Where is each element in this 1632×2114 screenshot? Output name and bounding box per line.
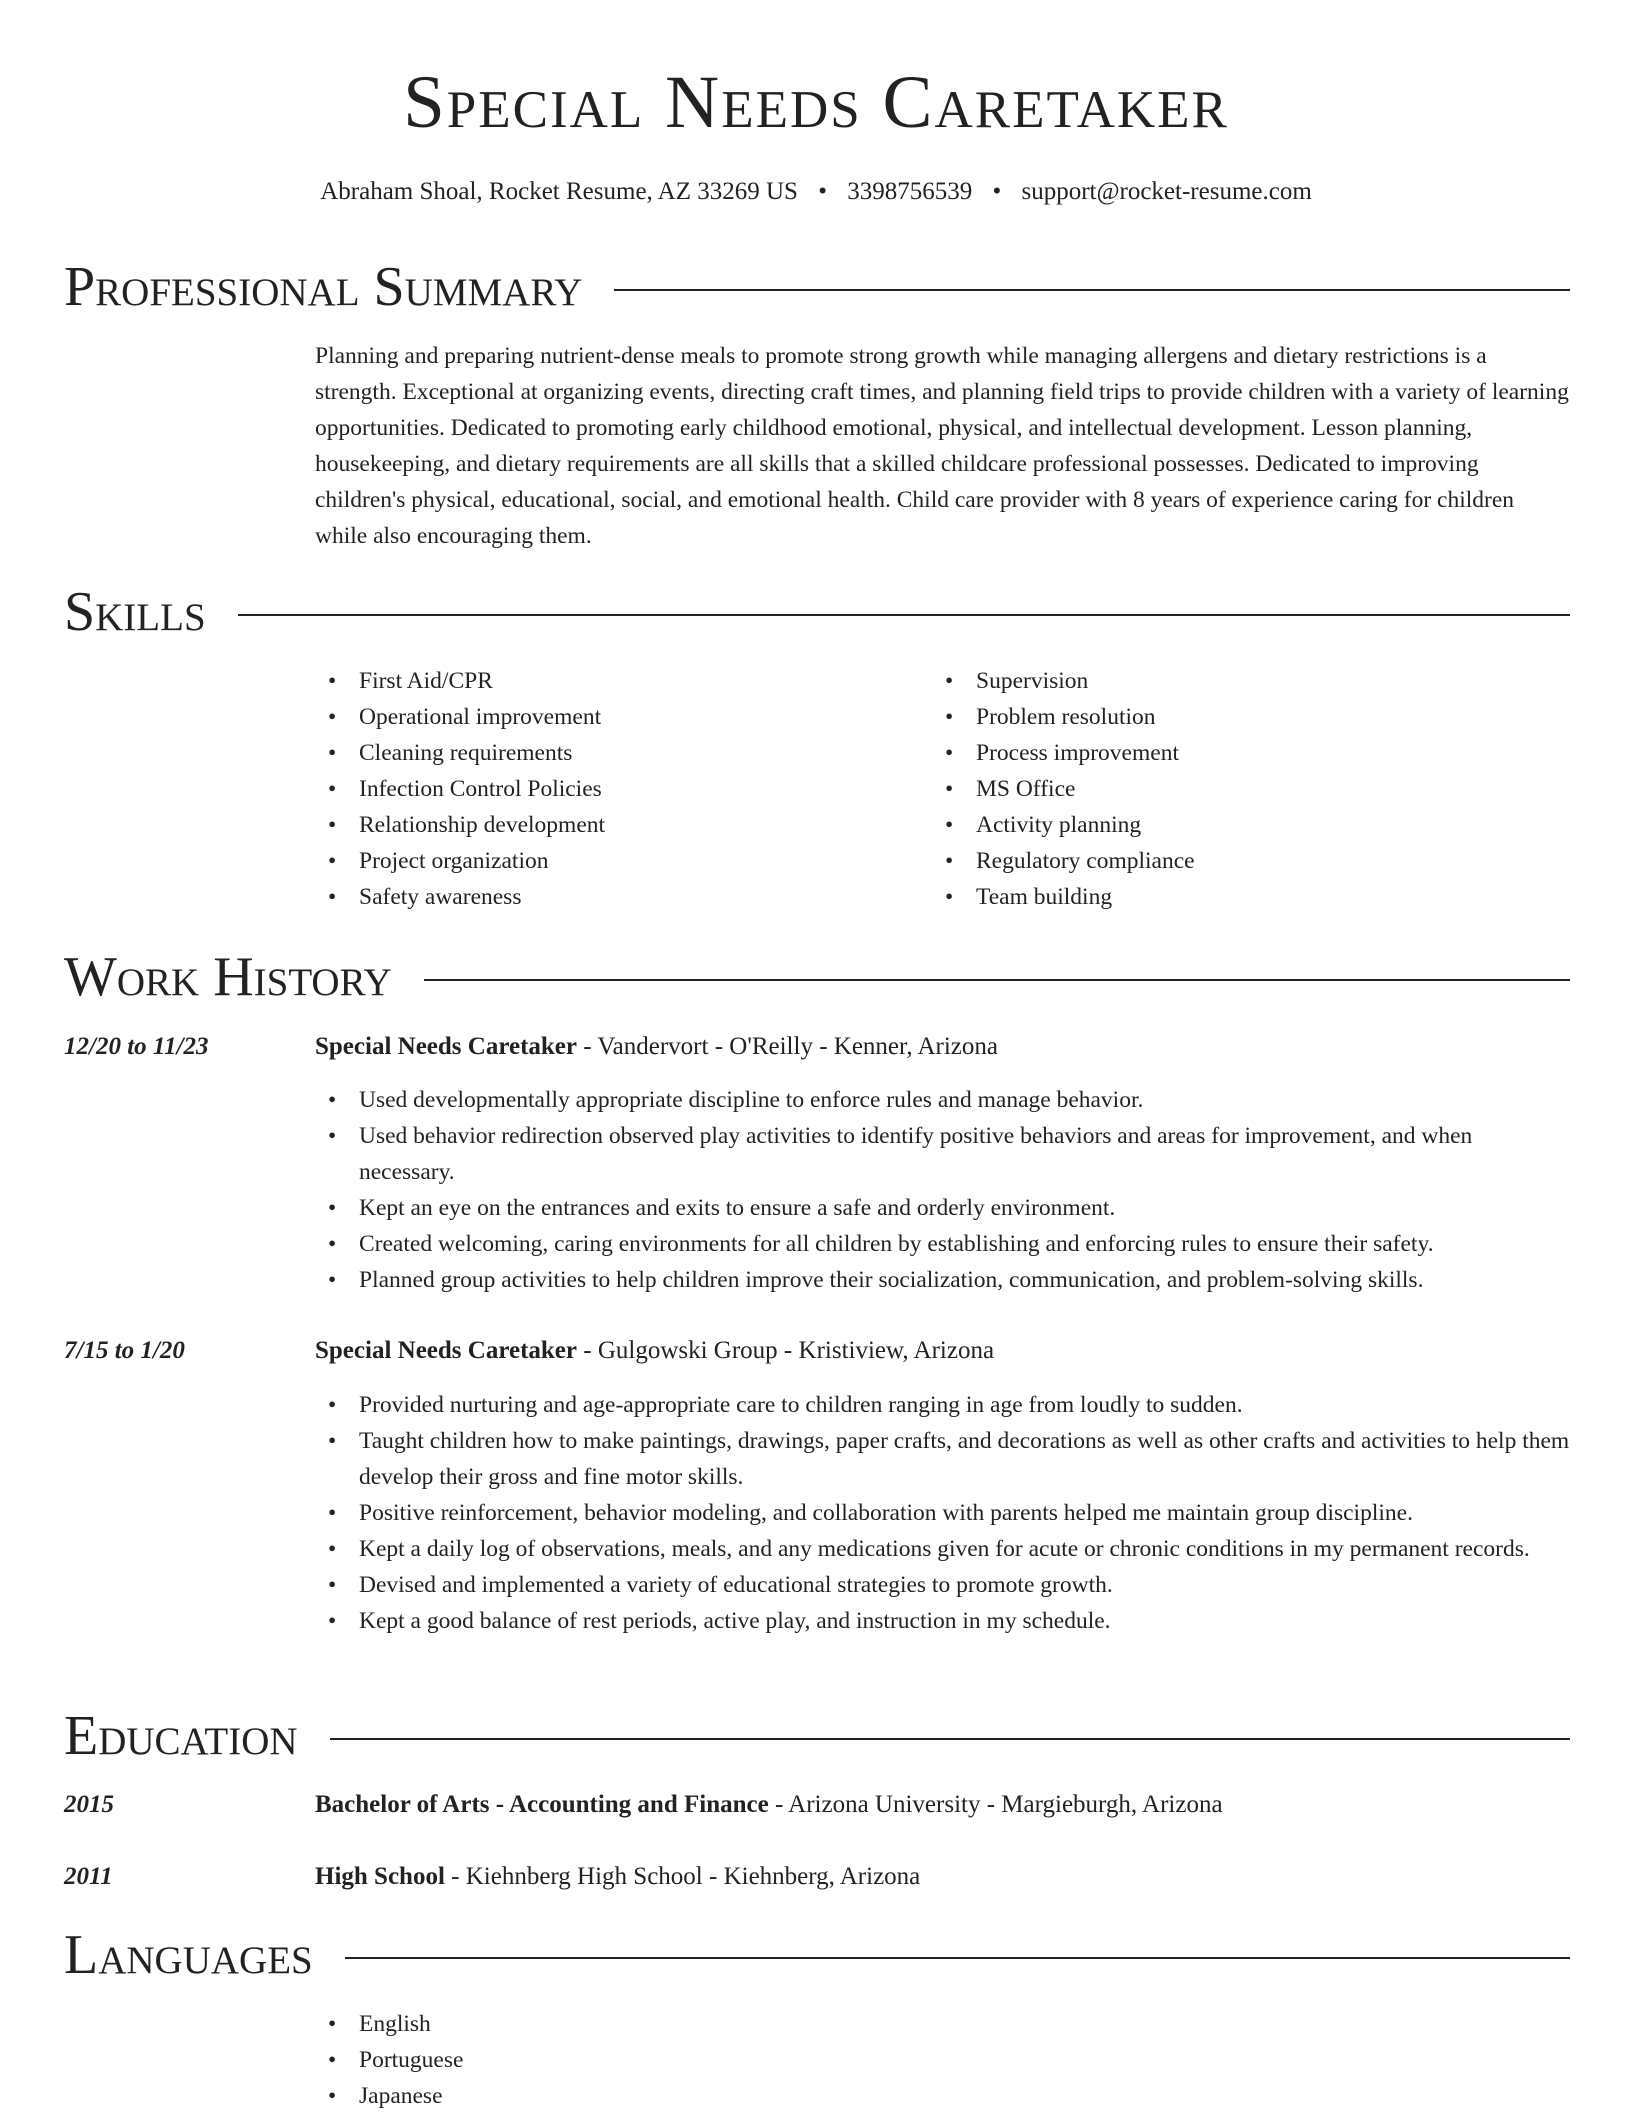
education-year: 2015 [64, 1791, 114, 1818]
language-item: • Japanese [315, 2078, 1570, 2114]
job-title: Special Needs Caretaker [315, 1337, 577, 1364]
job-employer: - Gulgowski Group - Kristiview, Arizona [577, 1337, 995, 1364]
education-year: 2011 [64, 1863, 113, 1890]
job-bullet: • Created welcoming, caring environments for all children by establishing and enforcing rules to ensure their safety. [315, 1226, 1570, 1262]
skill-item: • Cleaning requirements [315, 735, 915, 771]
job-bullet: • Kept a good balance of rest periods, active play, and instruction in my schedule. [315, 1603, 1570, 1639]
section-divider [238, 614, 1570, 616]
job-bullets [315, 1082, 1570, 1298]
section-header-summary [64, 254, 1570, 320]
job-bullets [315, 1387, 1570, 1639]
skill-item: • Supervision [932, 663, 1532, 699]
job-bullet: • Devised and implemented a variety of educational strategies to promote growth. [315, 1567, 1570, 1603]
job-heading [315, 1333, 1570, 1369]
skill-item: • Project organization [315, 843, 915, 879]
contact-phone: 3398756539 [847, 178, 973, 205]
section-divider [424, 979, 1570, 981]
section-title-education: Education [64, 1705, 298, 1767]
section-header-skills [64, 579, 1570, 645]
job-bullet: • Kept a daily log of observations, meals, and any medications given for acute or chronic conditions in my permanent records. [315, 1531, 1570, 1567]
skill-item: • Relationship development [315, 807, 915, 843]
skill-item: • Operational improvement [315, 699, 915, 735]
skills-list-left [315, 663, 915, 915]
job-employer: - Vandervort - O'Reilly - Kenner, Arizona [577, 1033, 998, 1060]
skill-item: • First Aid/CPR [315, 663, 915, 699]
skill-item: • Activity planning [932, 807, 1532, 843]
section-title-skills: Skills [64, 581, 206, 643]
section-header-work [64, 944, 1570, 1010]
job-bullet: • Taught children how to make paintings, drawings, paper crafts, and decorations as well as other crafts and activities to help them develop their gross and fine motor skills. [315, 1423, 1570, 1495]
job-bullet: • Used behavior redirection observed play activities to identify positive behaviors and areas for improvement, and when necessary. [315, 1118, 1570, 1190]
education-school: - Kiehnberg High School - Kiehnberg, Arizona [444, 1863, 921, 1890]
language-item: • English [315, 2006, 1570, 2042]
contact-separator: • [992, 178, 1002, 205]
job-bullet: • Kept an eye on the entrances and exits to ensure a safe and orderly environment. [315, 1190, 1570, 1226]
section-divider [614, 289, 1570, 291]
skill-item: • Team building [932, 879, 1532, 915]
job-heading [315, 1029, 1570, 1065]
resume-name: Special Needs Caretaker [403, 61, 1229, 144]
contact-email: support@rocket-resume.com [1021, 178, 1312, 205]
section-title-languages: Languages [64, 1924, 313, 1986]
education-school: - Arizona University - Margieburgh, Arizona [768, 1791, 1223, 1818]
languages-list [315, 2006, 1570, 2114]
skill-item: • Process improvement [932, 735, 1532, 771]
job-dates: 12/20 to 11/23 [64, 1033, 209, 1060]
section-header-languages [64, 1922, 1570, 1988]
language-item: • Portuguese [315, 2042, 1570, 2078]
skill-item: • Infection Control Policies [315, 771, 915, 807]
contact-address: Abraham Shoal, Rocket Resume, AZ 33269 US [320, 178, 798, 205]
job-bullet: • Provided nurturing and age-appropriate care to children ranging in age from loudly to sudden. [315, 1387, 1570, 1423]
job-dates: 7/15 to 1/20 [64, 1337, 185, 1364]
job-title: Special Needs Caretaker [315, 1033, 577, 1060]
section-title-summary: Professional Summary [64, 256, 583, 318]
education-degree: High School [315, 1863, 445, 1890]
education-entry [315, 1787, 1570, 1823]
education-degree: Bachelor of Arts - Accounting and Finance [315, 1791, 769, 1818]
job-bullet: • Used developmentally appropriate discipline to enforce rules and manage behavior. [315, 1082, 1570, 1118]
section-divider [330, 1738, 1570, 1740]
contact-line [0, 174, 1632, 210]
education-entry [315, 1859, 1570, 1895]
section-title-work: Work History [64, 946, 392, 1008]
skill-item: • Regulatory compliance [932, 843, 1532, 879]
skill-item: • Problem resolution [932, 699, 1532, 735]
section-header-education [64, 1703, 1570, 1769]
job-bullet: • Planned group activities to help children improve their socialization, communication, and problem-solving skills. [315, 1262, 1570, 1298]
skill-item: • Safety awareness [315, 879, 915, 915]
contact-separator: • [818, 178, 827, 205]
summary-text: Planning and preparing nutrient-dense meals to promote strong growth while managing allergens and dietary restrictions is a strength. Exceptional at organizing events, directing craft times, and planning field trips to provide children with a variety of learning opportunities. Dedicated to promoting early childhood emotional, physical, and intellectual development. Lesson planning, housekeeping, and dietary requirements are all skills that a skilled childcare professional possesses. Dedicated to improving children's physical, educational, social, and emotional health. Child care provider with 8 years of experience caring for children while also encouraging them. [315, 343, 1569, 549]
section-divider [345, 1957, 1570, 1959]
job-bullet: • Positive reinforcement, behavior modeling, and collaboration with parents helped me maintain group discipline. [315, 1495, 1570, 1531]
skill-item: • MS Office [932, 771, 1532, 807]
skills-list-right [932, 663, 1532, 915]
